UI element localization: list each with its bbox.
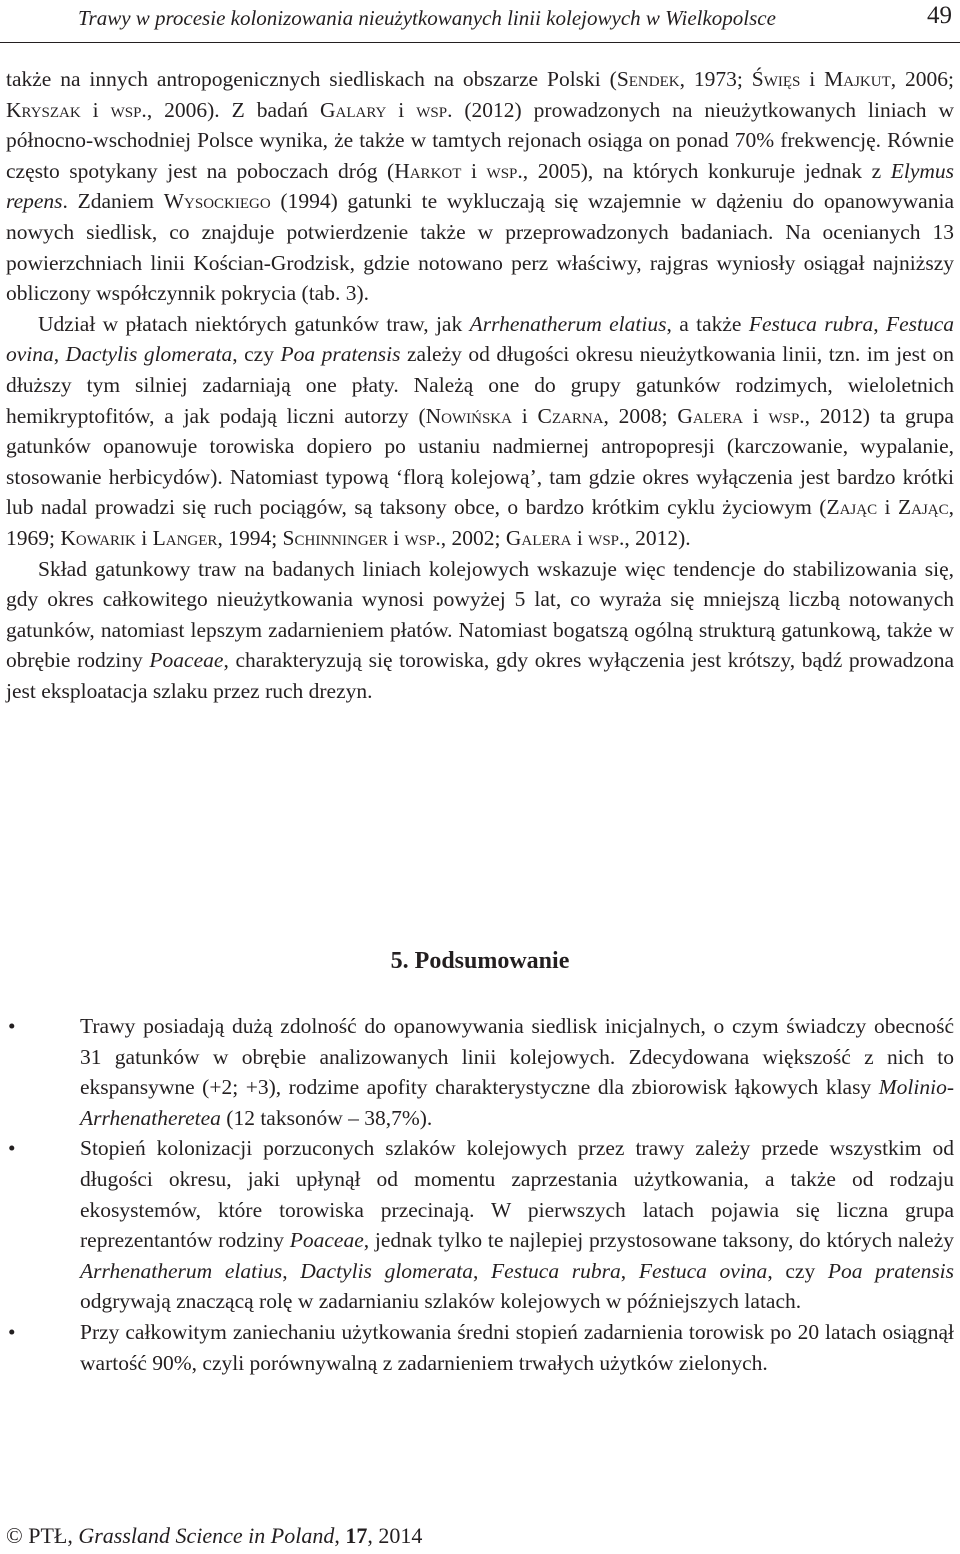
journal-name: Grassland Science in Poland — [78, 1523, 335, 1548]
text-run: , 1994; — [217, 525, 283, 550]
text-run: , 2002; — [440, 525, 506, 550]
year-text: , 2014 — [367, 1523, 423, 1548]
author-name: wsp. — [404, 525, 441, 550]
text-run: i — [135, 525, 153, 550]
paragraph-2 — [6, 309, 954, 554]
text-run: , 2006; — [890, 67, 954, 91]
volume-number: 17 — [345, 1523, 368, 1548]
species-name: Arrhenatherum elatius — [469, 311, 667, 336]
text-run: , 2012) ta grupa gatunków opanowuje torowiska dopiero po ustaniu nadmiernej antropopresji (karczowanie, wypalanie, stosowanie herbicydów). Natomiast typową ‘florą kolejową’, tam gdzie okres wyłączenia jest bardzo krótki lub nadal prowadzi się ruch pociągów, są taksony obce, o bardzo krótkim cyklu życiowym ( — [6, 403, 954, 520]
summary-list — [6, 1011, 954, 1378]
text-run: (2012) prowadzonych na nieużytkowanych liniach w północno-wschodniej Polsce wynika, że także w tamtych rejonach osiąga on ponad 70% frekwencję. Równie często spotykany jest na poboczach dróg ( — [6, 97, 954, 183]
text-run: , jednak tylko te najlepiej przystosowane taksony, do których należy — [363, 1228, 954, 1253]
text-run: także na innych antropogenicznych siedliskach na obszarze Polski ( — [6, 67, 617, 91]
text-run: , 2012). — [624, 525, 691, 550]
running-title: Trawy w procesie kolonizowania nieużytkowanych linii kolejowych w Wielkopolsce — [78, 6, 776, 30]
author-name: Wysockiego — [163, 189, 271, 214]
text-run: . Zdaniem — [62, 189, 164, 214]
species-name: Dactylis glomerata — [65, 342, 233, 367]
text-run: (12 taksonów – 38,7%). — [220, 1105, 433, 1130]
author-name: Langer — [152, 525, 218, 550]
species-name: Festuca ovina — [638, 1258, 768, 1283]
text-run: , — [873, 311, 886, 336]
text-run: i — [461, 158, 487, 183]
species-name: Poaceae — [149, 648, 224, 673]
text-run: (1994) gatunki te wykluczają się wzajemnie w dążeniu do opanowywania nowych siedlisk, co znajduje potwierdzenie także w przeprowadzonych badaniach. Na ocenianych 13 powierzchniach linii Kościan-Grodzisk, gdzie notowano perz właściwy, rajgras wyniosły osiągał najniższy obliczony współczynnik pokrycia (tab. 3). — [6, 189, 954, 306]
author-name: wsp. — [768, 403, 805, 428]
header-rule — [0, 42, 960, 43]
text-run: zależy od długości okresu nieużytkowania linii, tzn. im jest on dłuższy tym silniej zadarniają one płaty. Należą one do grupy gatunków rodzimych, wieloletnich hemikryptofitów, a jak podają liczni autorzy ( — [6, 342, 954, 428]
author-name: Majkut — [824, 67, 891, 91]
text-run: , czy — [767, 1258, 828, 1283]
text-run: , 2005), na których konkuruje jednak z — [522, 158, 891, 183]
text-run: , charakteryzują się torowiska, gdy okres wyłączenia jest krótszy, bądź prowadzona jest eksploatacja szlaku przez ruch drezyn. — [6, 648, 954, 703]
text-run: , — [282, 1258, 301, 1283]
species-name: Festuca rubra — [748, 311, 874, 336]
section-heading: 5. Podsumowanie — [390, 948, 570, 974]
taxon-name: Poaceae — [289, 1228, 364, 1253]
species-name: Poa pratensis — [280, 342, 401, 367]
bullet-icon: • — [8, 1136, 16, 1161]
text-run: i — [742, 403, 769, 428]
author-name: Harkot — [394, 158, 462, 183]
text-run: Trawy posiadają dużą zdolność do opanowywania siedlisk inicjalnych, o czym świadczy obecność 31 gatunków w obrębie analizowanych linii kolejowych. Zdecydowana większość z nich to ekspansywne (+2; +3), rodzime apofity charakterystyczne dla zbiorowisk łąkowych klasy — [80, 1014, 954, 1100]
text-run: i — [877, 495, 898, 520]
species-name: Arrhenatherum elatius — [80, 1258, 283, 1283]
body-text — [6, 64, 954, 706]
species-name: Elymus repens — [6, 158, 955, 214]
text-run: Przy całkowitym zaniechaniu użytkowania średni stopień zadarnienia torowisk po 20 latach osiągnął wartość 90%, czyli porównywalną z zadarnieniem trwałych użytków zielonych. — [80, 1319, 954, 1375]
author-name: Galera — [677, 403, 743, 428]
text-run: i — [571, 525, 589, 550]
author-name: Sendek — [616, 67, 680, 91]
author-name: Zając — [826, 495, 878, 520]
list-item — [6, 1317, 954, 1378]
author-name: Czarna — [537, 403, 604, 428]
species-name: Poa pratensis — [827, 1258, 955, 1283]
species-name: Festuca rubra — [491, 1258, 621, 1283]
text-run: , — [472, 1258, 492, 1283]
text-run: , a także — [666, 311, 749, 336]
list-item — [6, 1133, 954, 1317]
author-name: Schinninger — [282, 525, 388, 550]
text-run: i — [800, 67, 825, 91]
bullet-icon: • — [8, 1014, 16, 1038]
species-name: Dactylis glomerata — [300, 1258, 473, 1283]
text-run: , — [53, 342, 66, 367]
author-name: wsp. — [588, 525, 625, 550]
running-header — [0, 0, 960, 48]
author-name: Galary — [319, 97, 387, 122]
author-name: Galera — [505, 525, 572, 550]
author-name: Kryszak — [6, 97, 81, 122]
paragraph-1 — [6, 64, 954, 309]
author-name: wsp. — [110, 97, 147, 122]
text-run: Udział w płatach niektórych gatunków traw, jak — [38, 311, 470, 336]
text-run: i — [386, 97, 417, 122]
text-run: odgrywają znaczącą rolę w zadarnianiu szlaków kolejowych w późniejszych latach. — [80, 1289, 802, 1314]
text-run: , 1973; — [679, 67, 752, 91]
list-item — [6, 1011, 954, 1133]
author-name: Nowińska — [425, 403, 512, 428]
text-run: Stopień kolonizacji porzuconych szlaków kolejowych przez trawy zależy przede wszystkim od długości okresu, jaki upłynął od momentu zaprzestania użytkowania, a także od rodzaju ekosystemów, które torowiska przecinają. W pierwszych latach pojawia się liczna grupa reprezentantów rodziny — [80, 1136, 954, 1253]
text-run: , czy — [232, 342, 281, 367]
text-run: , — [334, 1523, 346, 1548]
author-name: wsp. — [416, 97, 453, 122]
text-run: i — [387, 525, 405, 550]
text-run: Skład gatunkowy traw na badanych liniach kolejowych wskazuje więc tendencje do stabilizowania się, gdy okres całkowitego nieużytkowania wynosi powyżej 5 lat, co wyraża się mniejszą liczbą notowanych gatunków, natomiast lepszym zadarnieniem płatów. Natomiast bogatszą ogólną strukturą gatunkową, także w obrębie rodziny — [6, 556, 954, 673]
page-number: 49 — [927, 2, 952, 29]
footer-citation — [6, 1523, 422, 1549]
copyright-text: © PTŁ, — [6, 1523, 79, 1548]
text-run: , 2006). Z badań — [146, 97, 320, 122]
text-run: i — [511, 403, 538, 428]
author-name: Zając — [897, 495, 949, 520]
text-run: , 1969; — [6, 495, 954, 550]
text-run: , — [620, 1258, 639, 1283]
taxon-name: Molinio-Arrhenatheretea — [80, 1075, 954, 1130]
text-run: , 2008; — [603, 403, 678, 428]
author-name: wsp. — [486, 158, 523, 183]
paragraph-3 — [6, 554, 954, 707]
author-name: Święs — [751, 67, 801, 91]
author-name: Kowarik — [60, 525, 136, 550]
bullet-icon: • — [8, 1319, 16, 1344]
species-name: Festuca ovina — [6, 311, 955, 367]
text-run: i — [80, 97, 111, 122]
